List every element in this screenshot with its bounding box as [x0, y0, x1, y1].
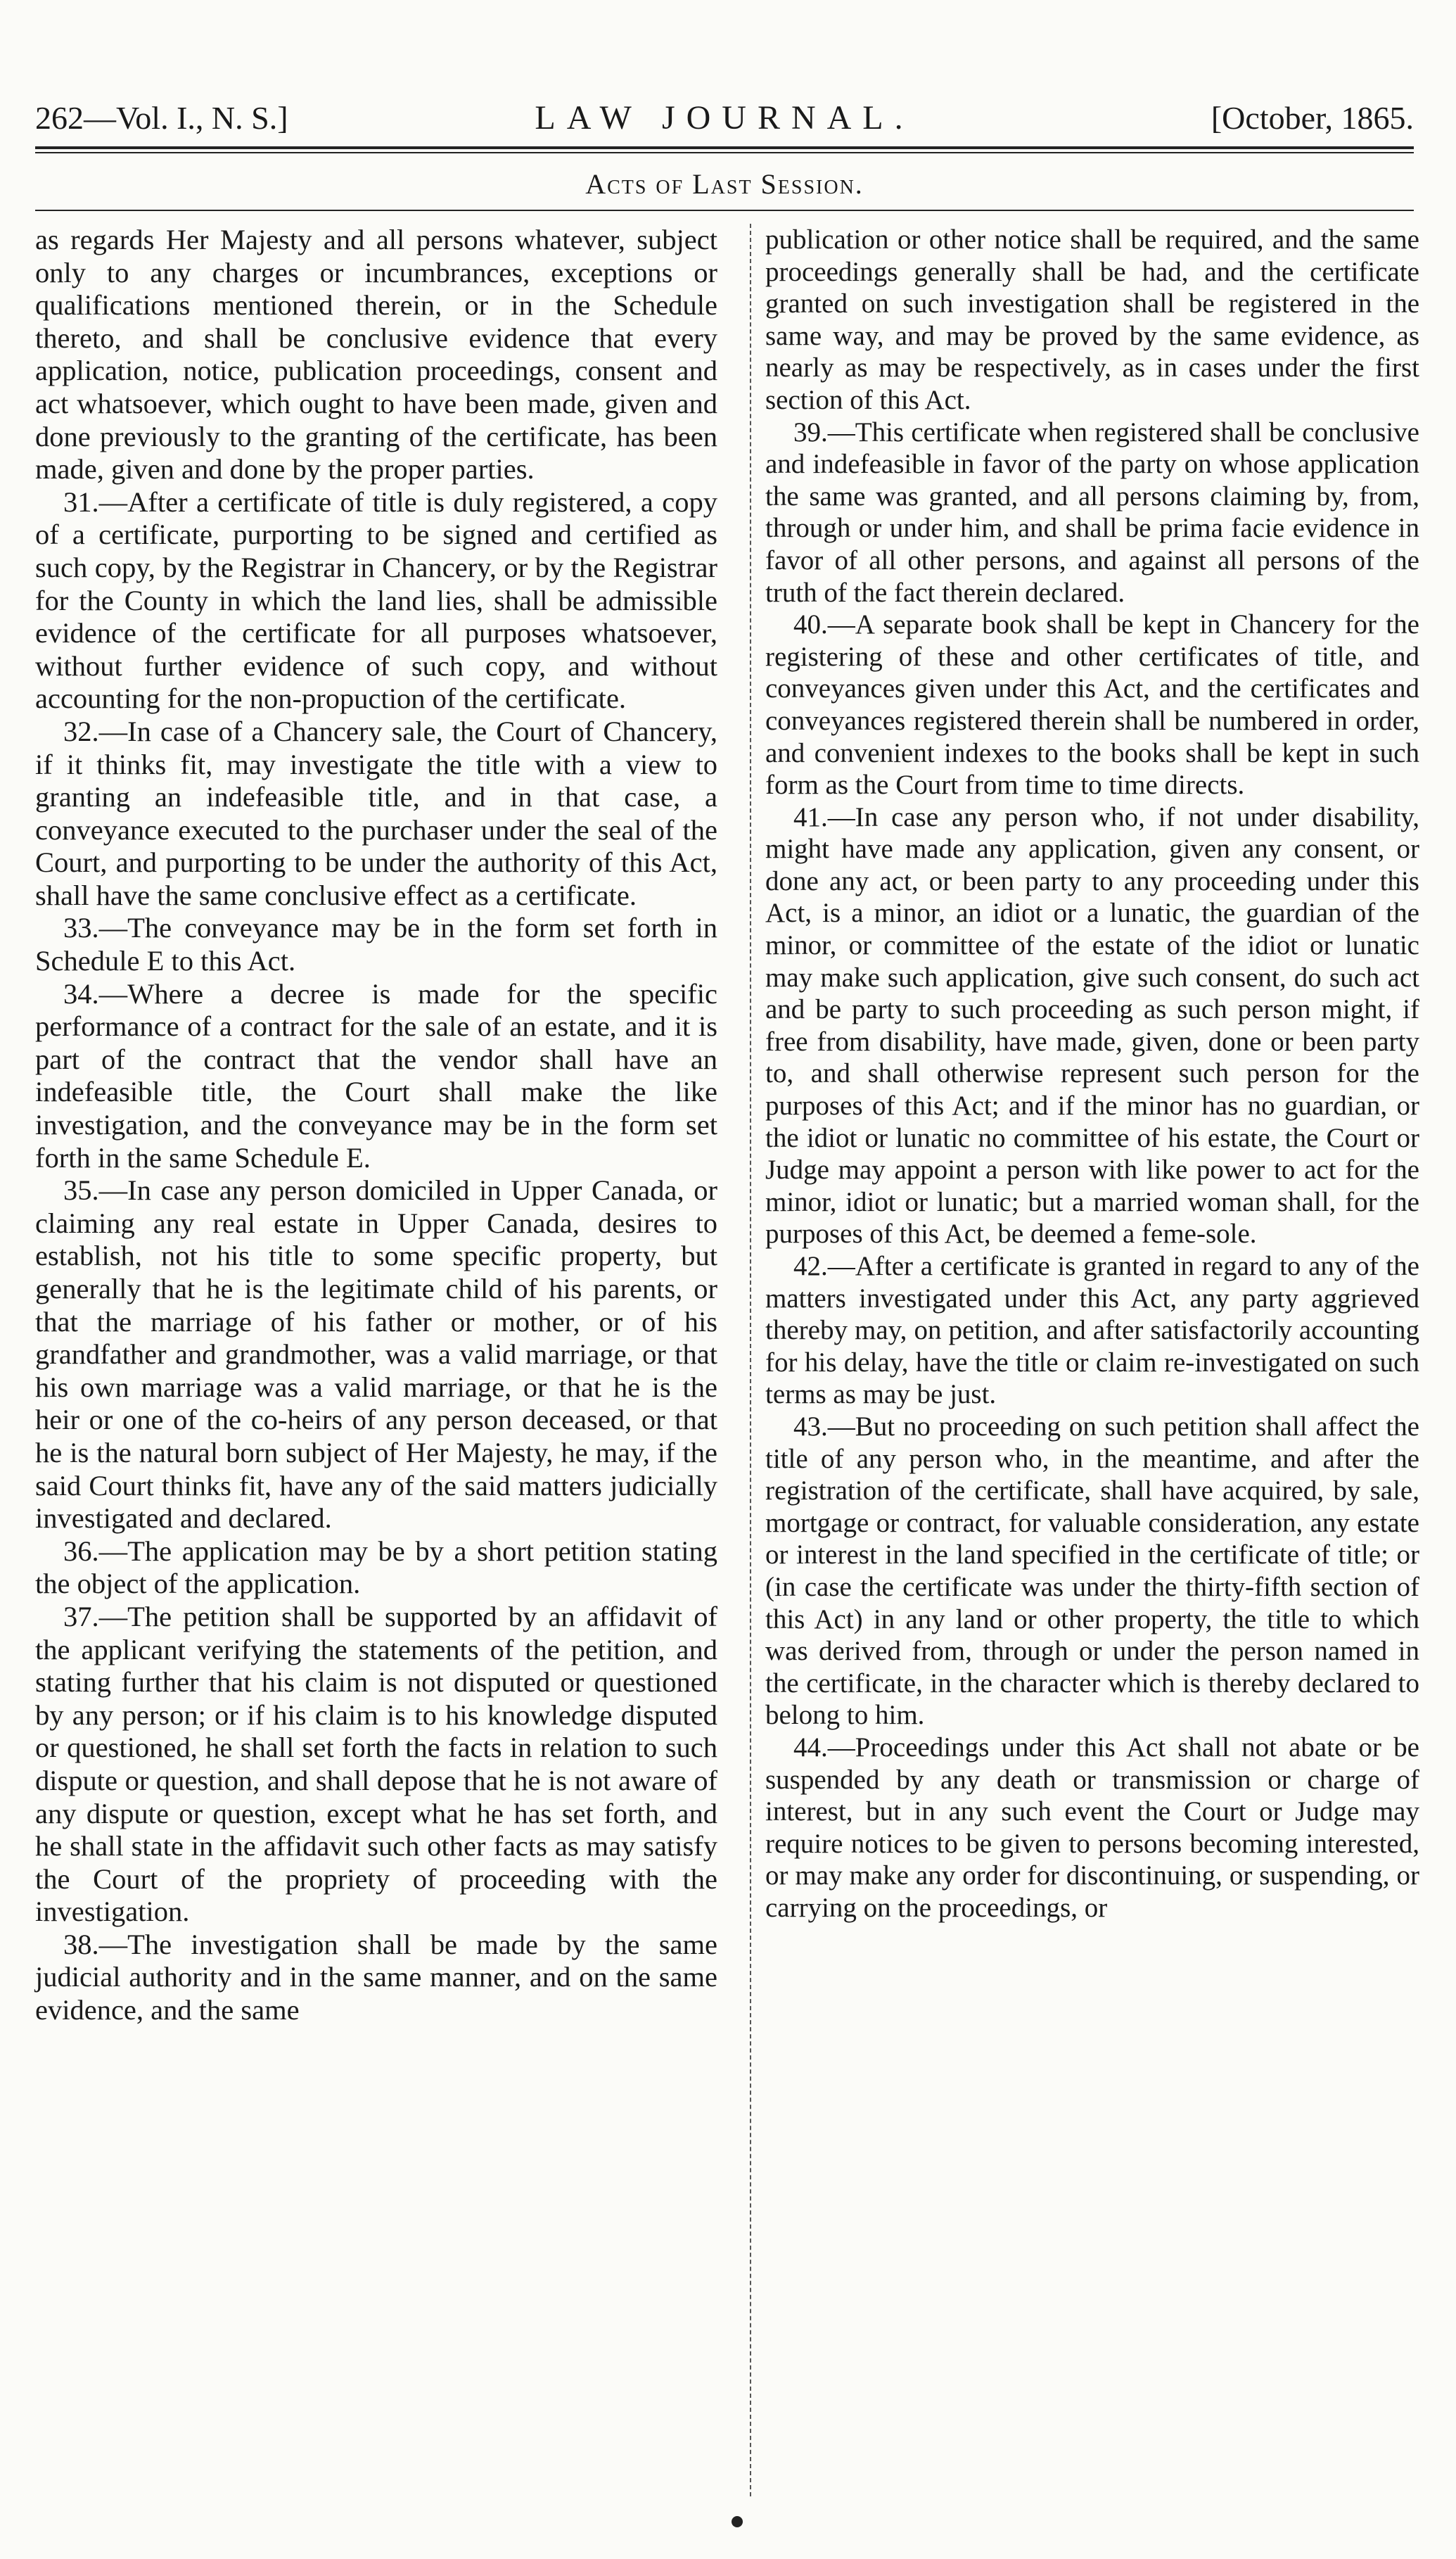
running-header — [35, 90, 1414, 146]
paragraph: 32.—In case of a Chancery sale, the Court of Chancery, if it thinks fit, may investigate the title with a view to granting an indefeasible title, and in that case, a conveyance executed to the purchaser under the seal of the Court, and purporting to be under the authority of this Act, shall have the same conclusive effect as a certificate. — [35, 715, 717, 911]
paragraph: 33.—The conveyance may be in the form set forth in Schedule E to this Act. — [35, 912, 717, 977]
paragraph: 41.—In case any person who, if not under disability, might have made any application, given any consent, or done any act, or been party to any proceeding under this Act, is a minor, an idiot or a lunatic, the guardian of the minor, or committee of the estate of the idiot or lunatic may make such application, give such consent, do such act and be party to such proceeding as such person might, if free from disability, have made, given, done or been party to, and shall otherwise represent such person for the purposes of this Act; and if the minor has no guardian, or the idiot or lunatic no committee of his estate, the Court or Judge may appoint a person with like power to act for the minor, idiot or lunatic; but a married woman shall, for the purposes of this Act, be deemed a feme-sole. — [765, 801, 1419, 1250]
paragraph: 38.—The investigation shall be made by the same judicial authority and in the same manner, and on the same evidence, and the same — [35, 1928, 717, 2026]
section-title: Acts of Last Session. — [585, 168, 864, 200]
paragraph: 43.—But no proceeding on such petition shall affect the title of any person who, in the meantime, and after the registration of the certificate, shall have acquired, by sale, mortgage or contract, for valuable consideration, any estate or interest in the land specified in the certificate of title; or (in case the certificate was under the thirty-fifth section of this Act) in any land or other property, the title to which was derived from, through or under the person named in the certificate, in the character which is thereby declared to belong to him. — [765, 1411, 1419, 1731]
column-divider — [750, 224, 751, 2496]
journal-title: LAW JOURNAL. — [535, 99, 914, 136]
paragraph: 44.—Proceedings under this Act shall not abate or be suspended by any death or transmission or charge of interest, but in any such event the Court or Judge may require notices to be given to persons becoming interested, or may make any order for discontinuing, or suspending, or carrying on the proceedings, or — [765, 1732, 1419, 1923]
header-rule-thick — [35, 146, 1414, 149]
paragraph: 36.—The application may be by a short petition stating the object of the application. — [35, 1535, 717, 1600]
ink-dot — [732, 2516, 743, 2527]
paragraph: 37.—The petition shall be supported by an affidavit of the applicant verifying the statements of the petition, and stating further that his claim is not disputed or questioned by any person; or if his claim is to his knowledge disputed or questioned, he shall set forth the facts in relation to such dispute or question, and shall depose that he is not aware of any dispute or question, except what he has set forth, and he shall state in the affidavit such other facts as may satisfy the Court of the propriety of proceeding with the investigation. — [35, 1600, 717, 1928]
paragraph: publication or other notice shall be required, and the same proceedings generally shall be had, and the certificate granted on such investigation shall be registered in the same way, and may be proved by the same evidence, as nearly as may be respectively, as in cases under the first section of this Act. — [765, 224, 1419, 415]
right-column — [765, 224, 1419, 2475]
paragraph: 40.—A separate book shall be kept in Chancery for the registering of these and other certificates of title, and conveyances given under this Act, and the certificates and conveyances registered therein shall be numbered in order, and convenient indexes to the books shall be kept in such form as the Court from time to time directs. — [765, 609, 1419, 801]
paragraph: as regards Her Majesty and all persons whatever, subject only to any charges or incumbrances, exceptions or qualifications mentioned therein, or in the Schedule thereto, and shall be conclusive evidence that every application, notice, publication proceedings, consent and act whatsoever, which ought to have been made, given and done previously to the granting of the certificate, has been made, given and done by the proper parties. — [35, 224, 717, 485]
paragraph: 34.—Where a decree is made for the specific performance of a contract for the sale of an estate, and it is part of the contract that the vendor shall have an indefeasible title, the Court shall make the like investigation, and the conveyance may be in the form set forth in the same Schedule E. — [35, 977, 717, 1174]
section-rule — [35, 210, 1414, 211]
volume-label: 262—Vol. I., N. S.] — [35, 100, 288, 136]
paragraph: 39.—This certificate when registered shall be conclusive and indefeasible in favor of the party on whose application the same was granted, and all persons claiming by, from, through or under him, and shall be prima facie evidence in favor of all other persons, and against all persons of the truth of the fact therein declared. — [765, 417, 1419, 608]
left-column — [35, 224, 717, 2475]
issue-date: [October, 1865. — [1211, 100, 1414, 136]
paragraph: 35.—In case any person domiciled in Upper Canada, or claiming any real estate in Upper Canada, desires to establish, not his title to some specific property, but generally that he is the legitimate child of his parents, or that the marriage of his father or mother, or of his grandfather and grandmother, was a valid marriage, or that his own marriage was a valid marriage, or that he is the heir or one of the co-heirs of any person deceased, or that he is the natural born subject of Her Majesty, he may, if the said Court thinks fit, have any of the said matters judicially investigated and declared. — [35, 1174, 717, 1535]
paragraph: 42.—After a certificate is granted in regard to any of the matters investigated under this Act, any party aggrieved thereby may, on petition, and after satisfactorily accounting for his delay, have the title or claim re-investigated on such terms as may be just. — [765, 1251, 1419, 1410]
header-rule-thin — [35, 152, 1414, 153]
paragraph: 31.—After a certificate of title is duly registered, a copy of a certificate, purporting to be signed and certified as such copy, by the Registrar in Chancery, or by the Registrar for the County in which the land lies, shall be admissible evidence of the certificate for all purposes whatsoever, without further evidence of such copy, and without accounting for the non-propuction of the certificate. — [35, 485, 717, 715]
